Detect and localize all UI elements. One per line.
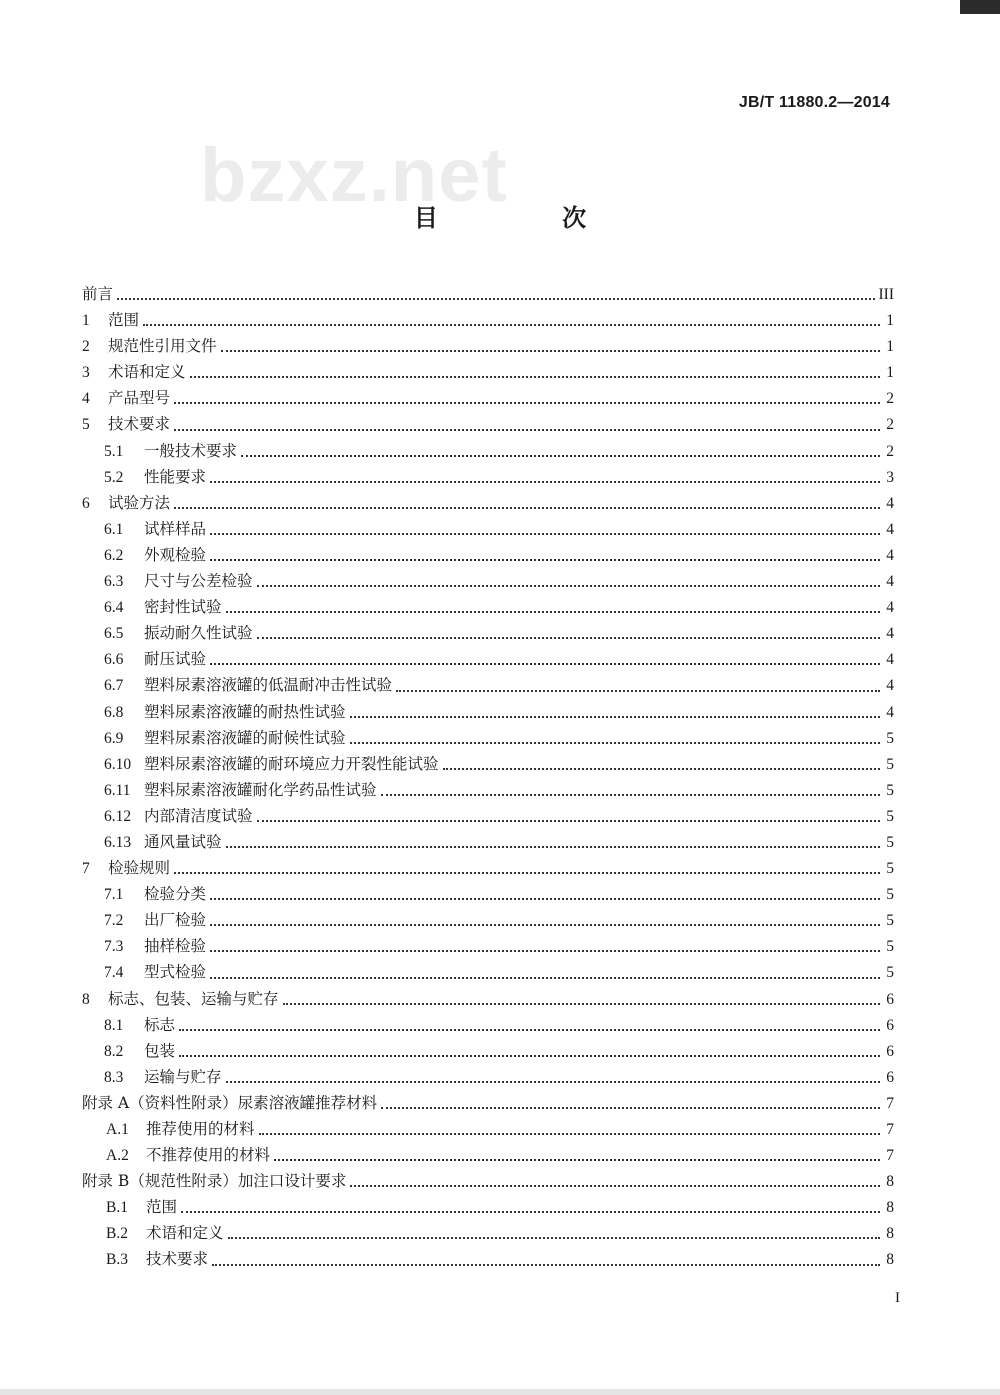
toc-entry-number: 6.13 — [104, 833, 132, 851]
toc-entry[interactable] — [82, 385, 894, 411]
toc-entry-number: A.1 — [106, 1121, 129, 1138]
toc-entry-page: 5 — [886, 807, 894, 825]
toc-entry-page: 6 — [886, 1042, 894, 1060]
toc-entry-page: 4 — [886, 703, 894, 721]
toc-leader-dots — [241, 455, 880, 457]
toc-entry-title: 技术要求 — [146, 1250, 209, 1269]
page-number: I — [895, 1290, 900, 1306]
toc-leader-dots — [179, 1055, 880, 1057]
toc-entry-page: 7 — [886, 1121, 894, 1138]
toc-leader-dots — [174, 872, 880, 874]
toc-entry-number: 7 — [82, 860, 90, 878]
toc-leader-dots — [274, 1159, 880, 1161]
watermark: bzxz.net — [200, 133, 508, 218]
toc-entry-title: 内部清洁度试验 — [144, 806, 253, 825]
toc-entry-page: 1 — [886, 312, 894, 330]
toc-entry-title: 外观检验 — [144, 545, 207, 564]
toc-entry-number: 2 — [82, 338, 90, 356]
toc-entry[interactable] — [82, 1038, 894, 1064]
toc-entry-title: 标志、包装、运输与贮存 — [108, 989, 279, 1008]
toc-entry-page: 8 — [886, 1225, 894, 1243]
toc-leader-dots — [174, 402, 880, 404]
toc-entry[interactable] — [82, 751, 894, 777]
toc-entry[interactable] — [82, 933, 894, 959]
toc-entry-page: 8 — [886, 1173, 894, 1191]
toc-leader-dots — [210, 924, 880, 926]
toc-leader-dots — [210, 977, 880, 979]
toc-entry-page: 5 — [886, 781, 894, 799]
toc-entry-page: 5 — [886, 912, 894, 930]
toc-entry-title: 振动耐久性试验 — [144, 624, 253, 643]
toc-entry-title: 范围 — [146, 1198, 178, 1217]
toc-entry[interactable] — [82, 803, 894, 829]
toc-title: 目 次 — [413, 203, 645, 232]
toc-entry[interactable] — [82, 1142, 894, 1168]
toc-entry-title: 通风量试验 — [144, 832, 222, 851]
toc-entry-title: 试样样品 — [144, 519, 207, 538]
toc-entry-title: 包装 — [144, 1041, 176, 1060]
toc-entry[interactable] — [82, 1194, 894, 1220]
toc-entry-page: 4 — [886, 546, 894, 564]
toc-leader-dots — [179, 1029, 880, 1031]
toc-entry[interactable] — [82, 568, 894, 594]
toc-leader-dots — [174, 507, 880, 509]
toc-entry-page: 4 — [886, 677, 894, 695]
toc-entry-number: 5.2 — [104, 468, 124, 486]
toc-entry-number: 6.10 — [104, 755, 132, 773]
toc-list — [82, 281, 894, 1273]
toc-entry-page: 4 — [886, 651, 894, 669]
toc-entry-number: 5.1 — [104, 442, 124, 460]
standard-number: JB/T 11880.2—2014 — [738, 94, 890, 111]
toc-leader-dots — [190, 376, 880, 378]
toc-leader-dots — [350, 716, 880, 718]
toc-entry-number: 6.1 — [104, 520, 124, 538]
toc-entry-number: 5 — [82, 416, 90, 434]
toc-entry-page: 5 — [886, 886, 894, 904]
toc-entry-page: 8 — [886, 1199, 894, 1217]
toc-entry[interactable] — [82, 907, 894, 933]
toc-entry-number: 8 — [82, 990, 90, 1008]
toc-entry-number: 6.4 — [104, 599, 124, 617]
toc-entry-page: 5 — [886, 755, 894, 773]
toc-entry-title: 检验分类 — [144, 885, 207, 904]
toc-entry-title: 不推荐使用的材料 — [146, 1146, 271, 1165]
toc-entry-page: 6 — [886, 1068, 894, 1086]
toc-entry-page: 6 — [886, 1016, 894, 1034]
toc-entry-number: 8.3 — [104, 1068, 124, 1086]
toc-entry-title: 密封性试验 — [144, 598, 222, 617]
toc-entry-page: 8 — [886, 1251, 894, 1269]
toc-entry-number: 6.11 — [104, 781, 131, 799]
toc-entry-page: 2 — [886, 442, 894, 460]
toc-entry-page: 7 — [886, 1094, 894, 1112]
toc-entry[interactable] — [82, 725, 894, 751]
toc-leader-dots — [257, 637, 880, 639]
toc-leader-dots — [226, 846, 880, 848]
toc-leader-dots — [117, 298, 874, 300]
toc-entry-title: 性能要求 — [144, 467, 207, 486]
toc-entry-title: 检验规则 — [108, 859, 171, 878]
toc-leader-dots — [210, 533, 880, 535]
toc-entry-title: 技术要求 — [108, 415, 171, 434]
toc-entry-number: B.1 — [106, 1199, 128, 1217]
toc-entry-page: 5 — [886, 729, 894, 747]
toc-entry-page: 2 — [886, 390, 894, 408]
toc-leader-dots — [350, 1185, 880, 1187]
toc-leader-dots — [259, 1133, 880, 1135]
toc-leader-dots — [174, 429, 880, 431]
toc-leader-dots — [210, 950, 880, 952]
toc-leader-dots — [210, 898, 880, 900]
toc-entry-page: 4 — [886, 494, 894, 512]
toc-entry-title: 塑料尿素溶液罐的耐环境应力开裂性能试验 — [144, 754, 439, 773]
toc-entry-title: 一般技术要求 — [144, 441, 238, 460]
toc-entry-title: 试验方法 — [108, 493, 171, 512]
toc-entry-number: 7.1 — [104, 886, 124, 904]
toc-leader-dots — [381, 794, 880, 796]
toc-leader-dots — [181, 1211, 880, 1213]
toc-entry-title: 附录 B（规范性附录）加注口设计要求 — [82, 1172, 347, 1191]
toc-entry-page: 1 — [886, 338, 894, 356]
toc-entry-title: 范围 — [108, 311, 140, 330]
toc-entry-number: 6.2 — [104, 546, 124, 564]
toc-entry-number: B.3 — [106, 1251, 128, 1269]
toc-entry-title: 塑料尿素溶液罐的低温耐冲击性试验 — [144, 676, 393, 695]
toc-entry-title: 抽样检验 — [144, 937, 207, 956]
toc-entry-page: 4 — [886, 599, 894, 617]
toc-entry-page: 2 — [886, 416, 894, 434]
toc-entry[interactable] — [82, 1246, 894, 1272]
toc-entry-title: 尺寸与公差检验 — [144, 572, 253, 591]
toc-entry[interactable] — [82, 855, 894, 881]
toc-leader-dots — [396, 690, 880, 692]
toc-entry-title: 塑料尿素溶液罐的耐候性试验 — [144, 728, 346, 747]
toc-entry[interactable] — [82, 777, 894, 803]
toc-entry-number: 8.1 — [104, 1016, 124, 1034]
toc-entry-page: 6 — [886, 990, 894, 1008]
corner-mark — [960, 0, 1000, 14]
toc-entry[interactable] — [82, 359, 894, 385]
toc-entry[interactable] — [82, 1116, 894, 1142]
toc-entry[interactable] — [82, 516, 894, 542]
toc-entry-page: 5 — [886, 833, 894, 851]
toc-entry[interactable] — [82, 881, 894, 907]
toc-entry-number: 1 — [82, 312, 90, 330]
toc-entry[interactable] — [82, 281, 894, 307]
toc-entry[interactable] — [82, 699, 894, 725]
toc-entry-number: 6.6 — [104, 651, 124, 669]
toc-entry-number: 6.9 — [104, 729, 124, 747]
toc-entry-title: 术语和定义 — [146, 1224, 224, 1243]
toc-entry[interactable] — [82, 333, 894, 359]
toc-entry-page: III — [878, 286, 894, 303]
toc-leader-dots — [212, 1264, 880, 1266]
toc-leader-dots — [443, 768, 880, 770]
toc-entry-page: 4 — [886, 520, 894, 538]
toc-entry-title: 耐压试验 — [144, 650, 207, 669]
toc-entry[interactable] — [82, 542, 894, 568]
toc-leader-dots — [210, 481, 880, 483]
toc-entry-title: 术语和定义 — [108, 363, 186, 382]
toc-entry-number: 6.7 — [104, 677, 124, 695]
toc-leader-dots — [350, 742, 880, 744]
toc-leader-dots — [257, 585, 880, 587]
toc-entry-page: 4 — [886, 573, 894, 591]
toc-entry-title: 型式检验 — [144, 963, 207, 982]
toc-entry[interactable] — [82, 986, 894, 1012]
toc-entry[interactable] — [82, 672, 894, 698]
toc-leader-dots — [381, 1107, 880, 1109]
toc-entry-title: 规范性引用文件 — [108, 337, 217, 356]
toc-entry-title: 运输与贮存 — [144, 1067, 222, 1086]
toc-leader-dots — [228, 1237, 880, 1239]
toc-entry-title: 产品型号 — [108, 389, 171, 408]
toc-leader-dots — [283, 1003, 880, 1005]
toc-entry-page: 3 — [886, 468, 894, 486]
toc-entry-number: 6.5 — [104, 625, 124, 643]
toc-entry[interactable] — [82, 646, 894, 672]
toc-entry-number: 8.2 — [104, 1042, 124, 1060]
toc-leader-dots — [257, 820, 880, 822]
toc-entry-number: A.2 — [106, 1147, 129, 1165]
toc-entry[interactable] — [82, 1064, 894, 1090]
toc-entry[interactable] — [82, 438, 894, 464]
toc-entry-number: 6.12 — [104, 807, 132, 825]
toc-entry[interactable] — [82, 1220, 894, 1246]
toc-entry-page: 5 — [886, 938, 894, 956]
toc-leader-dots — [143, 324, 880, 326]
toc-entry-page: 1 — [886, 364, 894, 382]
toc-entry[interactable] — [82, 959, 894, 985]
toc-entry[interactable] — [82, 829, 894, 855]
toc-entry-page: 5 — [886, 860, 894, 878]
toc-entry-number: B.2 — [106, 1225, 128, 1243]
toc-entry-number: 7.4 — [104, 964, 124, 982]
toc-entry-title: 塑料尿素溶液罐耐化学药品性试验 — [144, 780, 377, 799]
toc-entry-number: 3 — [82, 364, 90, 382]
toc-entry[interactable] — [82, 620, 894, 646]
toc-entry[interactable] — [82, 594, 894, 620]
toc-leader-dots — [210, 559, 880, 561]
toc-entry[interactable] — [82, 1012, 894, 1038]
toc-entry[interactable] — [82, 411, 894, 437]
toc-entry-page: 5 — [886, 964, 894, 982]
toc-leader-dots — [226, 611, 880, 613]
toc-entry-number: 7.3 — [104, 938, 124, 956]
toc-entry-title: 前言 — [82, 285, 114, 303]
toc-entry[interactable] — [82, 1090, 894, 1116]
toc-entry-number: 6.8 — [104, 703, 124, 721]
toc-entry-number: 6.3 — [104, 573, 124, 591]
toc-entry-number: 4 — [82, 390, 90, 408]
toc-entry[interactable] — [82, 490, 894, 516]
toc-leader-dots — [226, 1081, 880, 1083]
toc-entry[interactable] — [82, 464, 894, 490]
toc-entry-page: 4 — [886, 625, 894, 643]
toc-entry-title: 标志 — [144, 1015, 176, 1034]
toc-entry-title: 附录 A（资料性附录）尿素溶液罐推荐材料 — [82, 1093, 378, 1112]
page-bottom-edge — [0, 1389, 1000, 1395]
toc-entry-page: 7 — [886, 1147, 894, 1165]
toc-entry-title: 推荐使用的材料 — [146, 1120, 255, 1138]
toc-entry-number: 7.2 — [104, 912, 124, 930]
toc-leader-dots — [210, 663, 880, 665]
toc-entry-title: 出厂检验 — [144, 911, 207, 930]
toc-entry[interactable] — [82, 1168, 894, 1194]
toc-leader-dots — [221, 350, 880, 352]
toc-entry-title: 塑料尿素溶液罐的耐热性试验 — [144, 702, 346, 721]
toc-entry-number: 6 — [82, 494, 90, 512]
toc-entry[interactable] — [82, 307, 894, 333]
